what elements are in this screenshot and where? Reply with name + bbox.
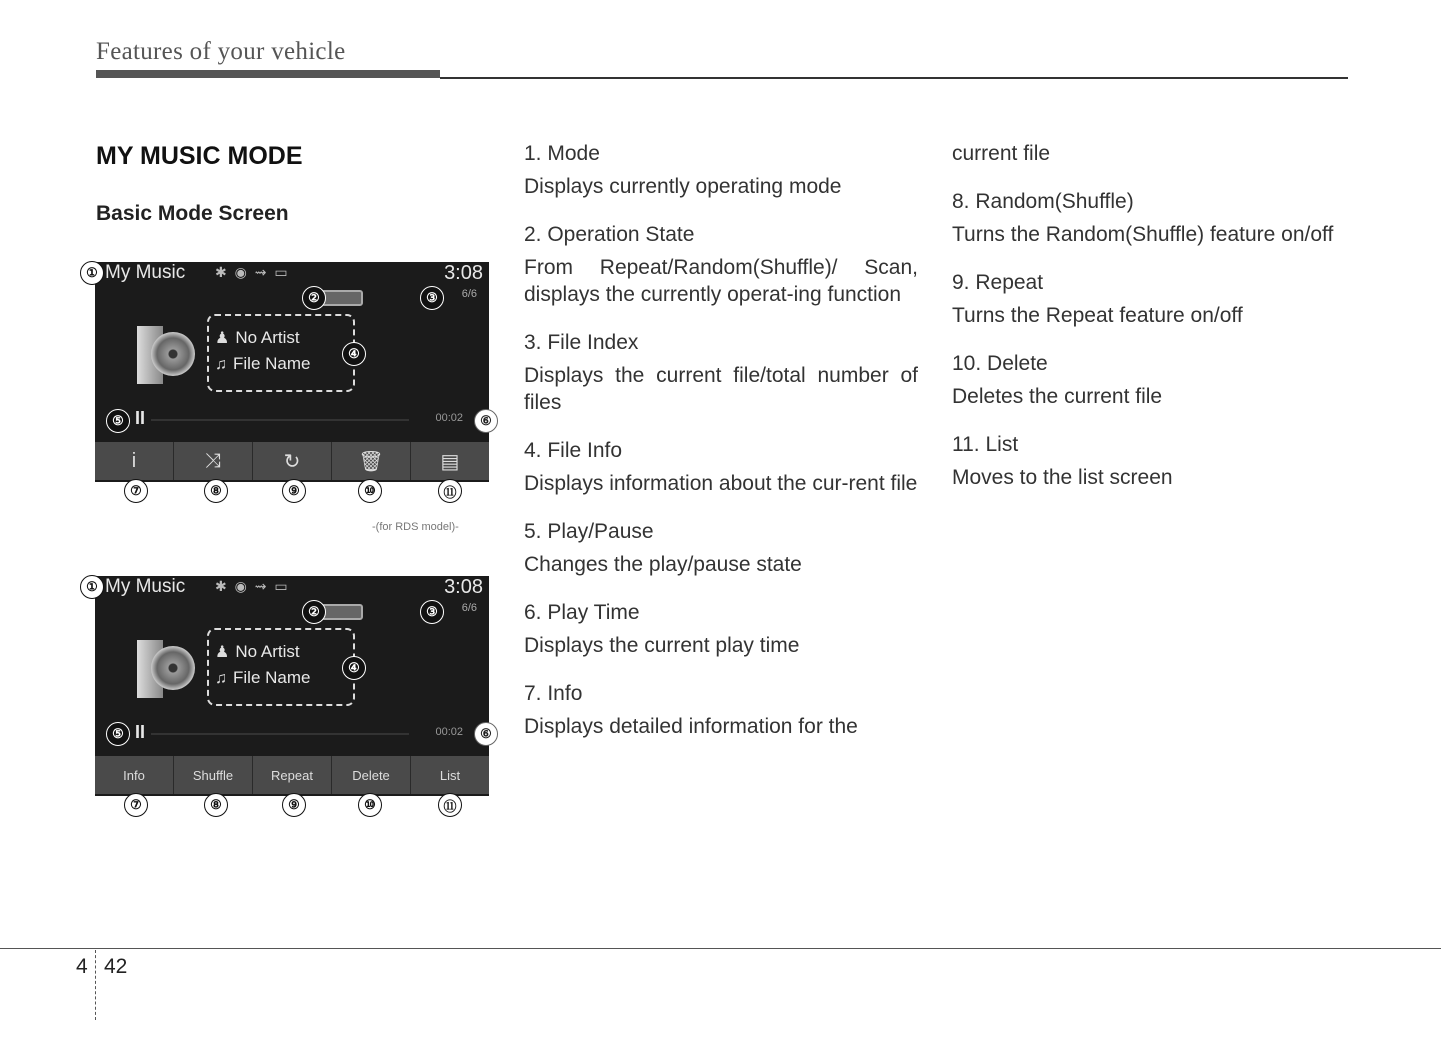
callout-8: ⑧ [204, 793, 228, 817]
music-note-icon: ♫ [215, 670, 227, 687]
callout-10: ⑩ [358, 479, 382, 503]
repeat-button[interactable] [253, 442, 332, 480]
callout-9: ⑨ [282, 479, 306, 503]
pause-icon[interactable]: II [135, 722, 146, 742]
item-mode [524, 140, 918, 200]
progress-bar [151, 733, 409, 735]
item-heading: 7. Info [524, 682, 583, 705]
operation-state-icon [321, 604, 363, 620]
item-heading: 5. Play/Pause [524, 520, 654, 543]
callout-6: ⑥ [474, 722, 498, 746]
item-delete [952, 350, 1346, 410]
item-description: Displays the current play time [524, 634, 800, 657]
header-title: Features of your vehicle [96, 38, 346, 65]
page-separator [95, 950, 96, 1020]
callout-6: ⑥ [474, 409, 498, 433]
item-description: From Repeat/Random(Shuffle)/ Scan, displays the currently operat-ing function [524, 256, 918, 306]
file-index: 6/6 [461, 602, 477, 614]
item-file-info [524, 437, 918, 497]
item-description: Displays the current file/total number of files [524, 364, 918, 414]
mode-label: My Music [105, 576, 186, 597]
item-description: Changes the play/pause state [524, 553, 802, 576]
repeat-icon: ↻ [283, 450, 301, 473]
item-description: Moves to the list screen [952, 466, 1173, 489]
item-heading: 11. List [952, 433, 1019, 456]
callout-7: ⑦ [124, 479, 148, 503]
item-info-continued: current file [952, 142, 1051, 165]
soft-button-bar [95, 756, 489, 794]
callout-5: ⑤ [106, 722, 130, 746]
callout-2: ② [302, 286, 326, 310]
callout-10: ⑩ [358, 793, 382, 817]
page-chapter: 4 [76, 955, 88, 978]
callout-3: ③ [420, 600, 444, 624]
file-name: File Name [233, 668, 311, 687]
file-name: File Name [233, 354, 311, 373]
item-random-shuffle [952, 188, 1346, 248]
callout-4: ④ [342, 656, 366, 680]
rds-model-note: -(for RDS model)- [372, 521, 459, 533]
info-button[interactable]: Info [95, 756, 174, 794]
description-column-2 [952, 140, 1346, 512]
item-info [524, 680, 918, 740]
callout-9: ⑨ [282, 793, 306, 817]
item-description: Displays currently operating mode [524, 175, 842, 198]
clock: 3:08 [444, 576, 483, 598]
item-list [952, 431, 1346, 491]
item-heading: 2. Operation State [524, 223, 695, 246]
music-note-icon: ♫ [215, 356, 227, 373]
callout-7: ⑦ [124, 793, 148, 817]
callout-11: ⑪ [438, 793, 462, 817]
callout-4: ④ [342, 342, 366, 366]
header-bar [96, 70, 440, 78]
callout-5: ⑤ [106, 409, 130, 433]
item-play-time [524, 599, 918, 659]
pause-icon[interactable]: II [135, 408, 146, 428]
play-time: 00:02 [435, 726, 463, 738]
item-heading: 4. File Info [524, 439, 623, 462]
delete-icon: 🗑 [358, 450, 384, 473]
item-operation-state [524, 221, 918, 308]
callout-3: ③ [420, 286, 444, 310]
album-art [137, 640, 185, 698]
item-heading: 8. Random(Shuffle) [952, 190, 1134, 213]
item-description: Displays information about the cur-rent file [524, 472, 918, 495]
item-heading: 10. Delete [952, 352, 1048, 375]
callout-2: ② [302, 600, 326, 624]
file-info-box [207, 314, 355, 392]
callout-8: ⑧ [204, 479, 228, 503]
item-heading: 6. Play Time [524, 601, 640, 624]
soft-button-bar [95, 442, 489, 480]
file-index: 6/6 [461, 288, 477, 300]
header-line [440, 77, 1348, 79]
list-icon: ▤ [440, 450, 460, 473]
artist-name: No Artist [235, 642, 300, 661]
progress-bar [151, 419, 409, 421]
description-column-1 [524, 140, 918, 761]
shuffle-icon: ⤨ [205, 449, 221, 472]
play-time: 00:02 [435, 412, 463, 424]
file-info-box [207, 628, 355, 706]
repeat-button[interactable]: Repeat [253, 756, 332, 794]
item-heading: 3. File Index [524, 331, 639, 354]
artist-name: No Artist [235, 328, 300, 347]
item-description: Turns the Repeat feature on/off [952, 304, 1243, 327]
clock: 3:08 [444, 262, 483, 284]
shuffle-button[interactable] [174, 442, 253, 480]
status-icons: ✱ ◉ ⇝ ▭ [215, 264, 290, 280]
item-description: Displays detailed information for the [524, 715, 858, 738]
item-file-index [524, 329, 918, 416]
info-icon: i [131, 449, 137, 472]
mode-label: My Music [105, 262, 186, 283]
item-play-pause [524, 518, 918, 578]
status-icons: ✱ ◉ ⇝ ▭ [215, 578, 290, 594]
callout-1: ① [80, 575, 104, 599]
item-repeat [952, 269, 1346, 329]
artist-icon: ♟ [215, 644, 230, 661]
section-title: MY MUSIC MODE [96, 142, 303, 170]
page-number: 42 [104, 955, 128, 978]
info-button[interactable] [95, 442, 174, 480]
item-heading: 9. Repeat [952, 271, 1044, 294]
callout-11: ⑪ [438, 479, 462, 503]
shuffle-button[interactable]: Shuffle [174, 756, 253, 794]
list-button[interactable] [411, 442, 489, 480]
delete-button[interactable] [332, 442, 411, 480]
footer-line [0, 948, 1441, 949]
operation-state-icon [321, 290, 363, 306]
callout-1: ① [80, 261, 104, 285]
artist-icon: ♟ [215, 330, 230, 347]
item-description: Deletes the current file [952, 385, 1163, 408]
album-art [137, 326, 185, 384]
section-subtitle: Basic Mode Screen [96, 202, 289, 225]
item-heading: 1. Mode [524, 142, 600, 165]
delete-button[interactable]: Delete [332, 756, 411, 794]
item-description: Turns the Random(Shuffle) feature on/off [952, 223, 1334, 246]
list-button[interactable]: List [439, 767, 461, 783]
